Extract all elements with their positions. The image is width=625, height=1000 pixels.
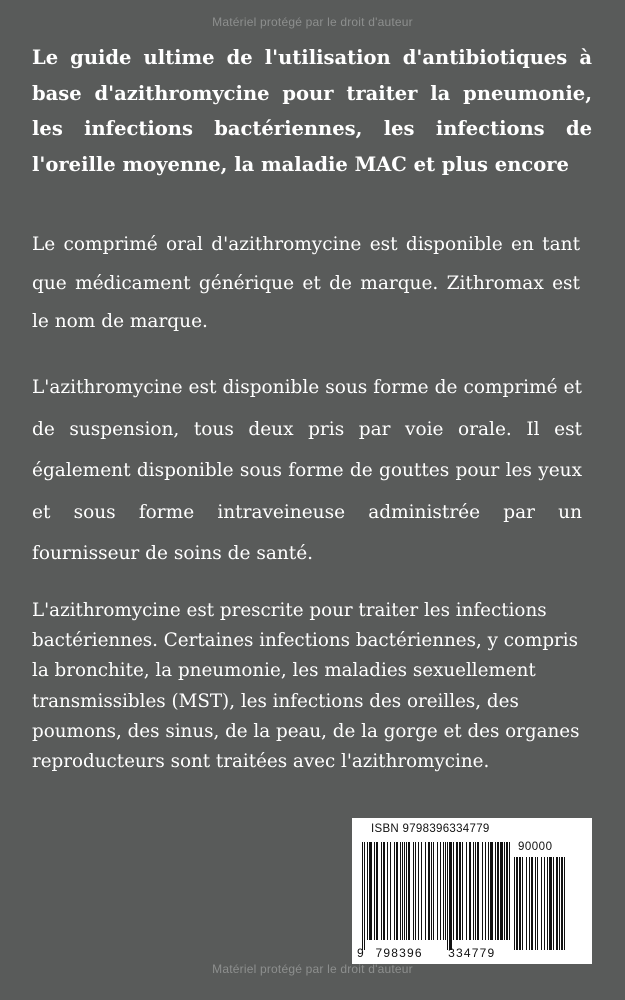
barcode-bar	[364, 842, 365, 950]
barcode-bar	[473, 842, 474, 940]
barcode-bar	[453, 842, 454, 940]
barcode-bar	[418, 842, 419, 940]
barcode-bar	[547, 857, 548, 950]
barcode-bar	[559, 857, 560, 950]
barcode-bar	[541, 857, 542, 950]
barcode-bar	[400, 842, 401, 940]
barcode-bar	[490, 842, 493, 940]
barcode-bar	[519, 857, 521, 950]
barcode-bar	[549, 857, 552, 950]
barcode-bar	[396, 842, 398, 940]
barcode-bar	[509, 842, 510, 940]
barcode-bar	[383, 842, 385, 940]
barcode-bar	[404, 842, 405, 940]
barcode-bar	[369, 842, 372, 940]
barcode-bar	[362, 842, 363, 950]
isbn-barcode	[352, 818, 592, 964]
barcode-bar	[564, 857, 565, 950]
barcode-bar	[381, 842, 382, 940]
barcode-bar	[390, 842, 391, 940]
price-addon-code: 90000	[518, 841, 553, 853]
barcode-bar	[488, 842, 489, 940]
barcode-bar	[408, 842, 410, 940]
barcode-bar	[485, 842, 486, 940]
barcode-bar	[431, 842, 432, 940]
barcode-bar	[433, 842, 434, 940]
barcode-bar	[406, 842, 407, 940]
barcode-bar	[447, 842, 448, 950]
book-blurb-title: Le guide ultime de l'utilisation d'antibiotiques à base d'azithromycine pour traiter la pneumonie, les infections bactériennes, les infections de l'oreille moyenne, la maladie MAC et plus encore	[32, 46, 592, 176]
barcode-bar	[421, 842, 422, 940]
barcode-bar	[506, 842, 508, 940]
barcode-bar	[428, 842, 430, 940]
barcode-bar	[477, 842, 479, 940]
barcode-bar	[456, 842, 458, 940]
barcode-bar	[469, 842, 471, 940]
barcode-bar	[516, 857, 518, 950]
barcode-bar	[529, 857, 530, 950]
barcode-bar	[440, 842, 441, 940]
barcode-bar	[504, 842, 505, 940]
barcode-bar	[394, 842, 395, 940]
barcode-bar	[413, 842, 414, 940]
barcode-bar	[466, 842, 467, 940]
isbn-digits-right-group: 334779	[448, 946, 496, 960]
blurb-paragraph-1: Le comprimé oral d'azithromycine est disponible en tant que médicament générique et de marque. Zithromax est le nom de marque.	[32, 234, 580, 332]
barcode-bar	[531, 857, 533, 950]
barcode-bar	[374, 842, 375, 940]
copyright-watermark-bottom: Matériel protégé par le droit d'auteur	[212, 962, 413, 976]
barcode-bar	[475, 842, 476, 940]
barcode-bar	[402, 842, 403, 940]
copyright-watermark-top: Matériel protégé par le droit d'auteur	[212, 15, 413, 29]
barcode-bar	[522, 857, 523, 950]
barcode-bar	[497, 842, 499, 940]
isbn-digits-line	[357, 946, 513, 960]
barcode-bar	[561, 857, 563, 950]
barcode-bar	[415, 842, 416, 940]
blurb-paragraph-2: L'azithromycine est disponible sous forme de comprimé et de suspension, tous deux pris par voie orale. Il est également disponible sous forme de gouttes pour les yeux et sous forme intraveineuse administrée par un fournisseur de soins de santé.	[32, 377, 582, 564]
barcode-bar	[556, 857, 558, 950]
barcode-bar	[449, 842, 452, 950]
barcode-bar	[537, 857, 538, 950]
barcode-bar	[544, 857, 545, 950]
barcode-bar	[445, 842, 446, 940]
barcode-bar	[387, 842, 388, 940]
barcode-bar	[553, 857, 554, 950]
ean13-barcode-bars	[362, 842, 511, 950]
barcode-bar	[500, 842, 503, 940]
addon-barcode-bars	[514, 857, 581, 950]
blurb-paragraph-3: L'azithromycine est prescrite pour traiter les infections bactériennes. Certaines infections bactériennes, y compris la bronchite, la pneumonie, les maladies sexuellement transmissibles (MST), les infections des oreilles, des poumons, des sinus, de la peau, de la gorge et des organes reproducteurs sont traitées avec l'azithromycine.	[32, 600, 580, 773]
barcode-bar	[462, 842, 463, 940]
barcode-bar	[526, 857, 527, 950]
isbn-digit-first: 9	[357, 946, 365, 960]
barcode-bar	[495, 842, 496, 940]
isbn-label: ISBN 9798396334779	[371, 823, 490, 835]
barcode-bar	[367, 842, 368, 940]
barcode-bar	[514, 857, 515, 950]
barcode-bar	[376, 842, 378, 940]
isbn-digits-left-group: 798396	[375, 946, 423, 960]
barcode-bar	[443, 842, 444, 940]
barcode-bar	[425, 842, 426, 940]
barcode-bar	[535, 857, 536, 950]
barcode-bar	[482, 842, 483, 940]
barcode-bar	[437, 842, 438, 940]
barcode-bar	[459, 842, 461, 940]
